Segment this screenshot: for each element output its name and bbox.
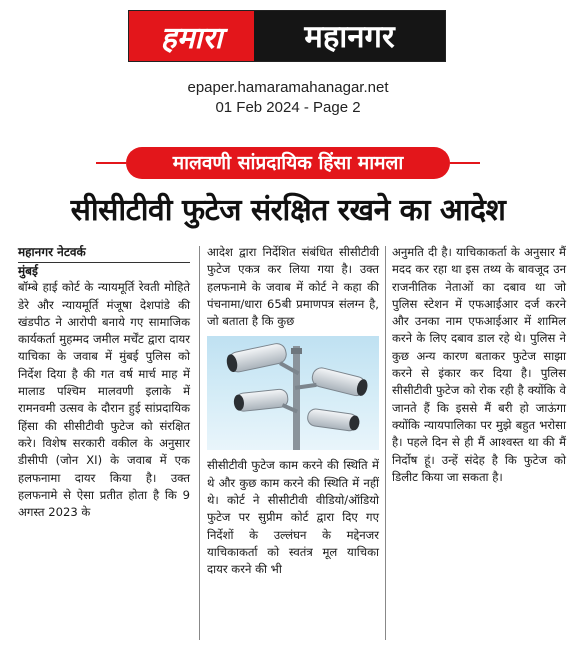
masthead-brand-left: हमारा	[129, 11, 254, 61]
column-rule	[385, 246, 386, 640]
article-column-2	[207, 244, 379, 579]
cctv-cameras-photo	[207, 336, 379, 450]
source-site: epaper.hamaramahanagar.net	[187, 79, 389, 96]
headline: सीसीटीवी फुटेज संरक्षित रखने का आदेश	[70, 193, 506, 228]
masthead-brand-right: महानगर	[254, 11, 445, 61]
column-1-text: बॉम्बे हाई कोर्ट के न्यायमूर्ति रेवती मोहिते डेरे और न्यायमूर्ति मंजूषा देशपांडे की खंडपीठ ने आरोपी बनाये गए सामाजिक कार्यकर्ता मुहम्मद जमील मर्चेंट द्वारा दायर याचिका के जवाब में मुंबई पुलिस को निर्देश दिया है की गत वर्ष मार्च माह में मालाड पश्चिम मालवणी इलाके में रामनवमी उत्सव के दौरान हुई सांप्रदायिक हिंसा की सीसीटीवी फुटेज को संरक्षित करे। विशेष सरकारी वकील के अनुसार डीसीपी (जोन XI) के जवाब में एक हलफनामा दायर किया है। उक्त हलफनामे से ऐसा प्रतीत होता है कि 9 अगस्त 2023 के	[18, 280, 190, 520]
kicker-band-right	[450, 162, 480, 164]
column-rule	[199, 246, 200, 640]
cctv-icon	[207, 336, 379, 450]
masthead-logo	[128, 10, 446, 62]
dateline: मुंबई	[18, 264, 38, 279]
kicker-label: मालवणी सांप्रदायिक हिंसा मामला	[126, 147, 450, 179]
source-date-page: 01 Feb 2024 - Page 2	[215, 99, 361, 116]
column-2-text-bottom: सीसीटीवी फुटेज काम करने की स्थिति में थे और कुछ काम करने की स्थिति में नहीं थे। कोर्ट ने सीसीटीवी वीडियो/ऑडियो फुटेज पर सुप्रीम कोर्ट द्वारा दिए गए निर्देशों के उल्लंघन के मद्देनजर याचिकाकर्ता को स्वतंत्र मूल याचिका दायर करने की भी	[207, 458, 379, 577]
byline: महानगर नेटवर्क	[18, 244, 190, 263]
article-column-3	[392, 244, 566, 486]
column-3-text: अनुमति दी है। याचिकाकर्ता के अनुसार मैं मदद कर रहा था इस तथ्य के बावजूद उन राजनीतिक नेताओं का दबाव था जो पुलिस स्टेशन में एफआईआर दर्ज करने और उनका नाम एफआईआर में शामिल करने के लिए दबाव डाल रहे थे। पुलिस ने कुछ अन्य कारण बताकर फुटेज साझा करने से इंकार कर दिया है। पुलिस सीसीटीवी फुटेज को रोक रही है क्योंकि वे जानते हैं कि इससे मैं बरी हो जाऊंगा क्योंकि न्यायपालिका पर मुझे बहुत भरोसा है। पहले दिन से ही मैं आश्वस्त था की मैं निर्दोष हूं। उन्हें संदेह है कि फुटेज को डिलीट किया जा सकता है।	[392, 245, 566, 484]
column-2-text-top: आदेश द्वारा निर्देशित संबंधित सीसीटीवी फुटेज एकत्र कर लिया गया है। उक्त हलफनामे के जवाब में कोर्ट ने कहा की पंचनामा/धारा 65बी प्रमाणपत्र संलग्न है, जो बताता है कि कुछ	[207, 245, 379, 329]
article-column-1	[18, 244, 190, 521]
article-body	[18, 244, 566, 646]
kicker-band-left	[96, 162, 126, 164]
